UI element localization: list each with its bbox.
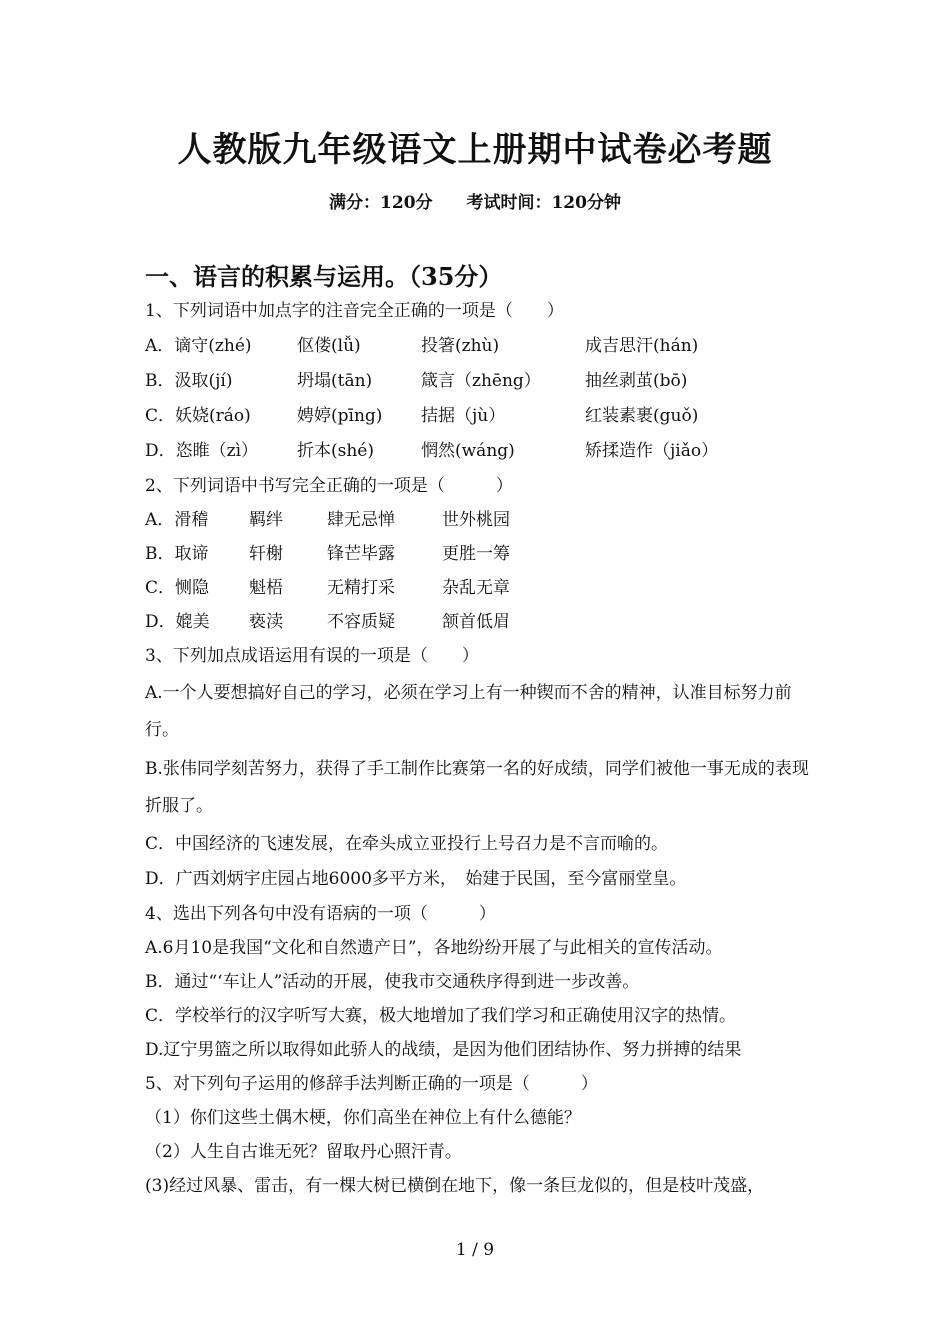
option-item: 魁梧 xyxy=(249,578,283,598)
question-2-option-b xyxy=(145,537,813,571)
option-item: 拮据（jù） xyxy=(421,406,506,426)
question-1-stem: 1、下列词语中加点字的注音完全正确的一项是（ ） xyxy=(145,301,564,321)
question-4-stem: 4、选出下列各句中没有语病的一项（ ） xyxy=(145,904,496,924)
option-item: 无精打采 xyxy=(327,578,395,598)
page-title: 人教版九年级语文上册期中试卷必考题 xyxy=(177,130,773,170)
option-item: C．妖娆(ráo) xyxy=(145,406,251,426)
question-3-option-d: D．广西刘炳宇庄园占地6000多平方米， 始建于民国，至今富丽堂皇。 xyxy=(145,869,687,889)
page-number: 1 / 9 xyxy=(455,1240,495,1260)
option-item: 更胜一筹 xyxy=(442,544,510,564)
question-5-sentence-3: (3)经过风暴、雷击，有一棵大树已横倒在地下，像一条巨龙似的，但是枝叶茂盛， xyxy=(145,1176,765,1196)
question-2-stem: 2、下列词语中书写完全正确的一项是（ ） xyxy=(145,476,513,496)
option-item: 颔首低眉 xyxy=(442,612,510,632)
question-1-option-b xyxy=(145,364,813,399)
option-item: 不容质疑 xyxy=(327,612,395,632)
question-2-option-a xyxy=(145,503,813,537)
section-heading: 一、语言的积累与运用。（35分） xyxy=(145,262,503,291)
option-item: 折本(shé) xyxy=(297,441,374,461)
option-item: 锋芒毕露 xyxy=(327,544,395,564)
question-3-option-a: A.一个人要想搞好自己的学习，必须在学习上有一种锲而不舍的精神，认准目标努力前行。 xyxy=(145,683,792,740)
option-item: 羁绊 xyxy=(249,510,283,530)
question-4-option-b: B．通过“‘车让人”活动的开展，使我市交通秩序得到进一步改善。 xyxy=(145,972,640,992)
question-3-option-c: C．中国经济的飞速发展，在牵头成立亚投行上号召力是不言而喻的。 xyxy=(145,834,669,854)
question-4-option-a: A.6月10是我国“文化和自然遗产日”，各地纷纷开展了与此相关的宣传活动。 xyxy=(145,938,723,958)
option-item: B．取谛 xyxy=(145,544,209,564)
option-item: 肆无忌惮 xyxy=(327,510,395,530)
option-item: A．谪守(zhé) xyxy=(145,336,252,356)
question-3-stem: 3、下列加点成语运用有误的一项是（ ） xyxy=(145,646,479,666)
option-item: 亵渎 xyxy=(249,612,283,632)
option-item: 红装素裹(guǒ) xyxy=(585,406,699,426)
option-item: A．滑稽 xyxy=(145,510,209,530)
option-item: B．汲取(jí) xyxy=(145,371,233,391)
question-4-option-d: D.辽宁男篮之所以取得如此骄人的战绩，是因为他们团结协作、努力拼搏的结果 xyxy=(145,1040,742,1060)
option-item: 轩榭 xyxy=(249,544,283,564)
question-1-option-d xyxy=(145,434,813,469)
option-item: 伛偻(lǚ) xyxy=(297,336,361,356)
option-item: 惘然(wáng) xyxy=(421,441,515,461)
questions xyxy=(145,294,813,1203)
option-item: 成吉思汗(hán) xyxy=(585,336,699,356)
option-item: 箴言（zhēng） xyxy=(421,371,541,391)
option-item: 矫揉造作（jiǎo） xyxy=(585,441,719,461)
exam-time: 考试时间：120分钟 xyxy=(466,193,621,213)
full-score: 满分：120分 xyxy=(329,193,433,213)
option-item: 娉婷(pīng) xyxy=(297,406,383,426)
option-item: C．恻隐 xyxy=(145,578,210,598)
question-5-sentence-1: （1）你们这些土偶木梗，你们高坐在神位上有什么德能？ xyxy=(145,1108,581,1128)
option-item: 坍塌(tān) xyxy=(297,371,373,391)
option-item: 杂乱无章 xyxy=(442,578,510,598)
option-item: D．恣睢（zì） xyxy=(145,441,259,461)
question-4-option-c: C．学校举行的汉字听写大赛，极大地增加了我们学习和正确使用汉字的热情。 xyxy=(145,1006,737,1026)
question-5-stem: 5、对下列句子运用的修辞手法判断正确的一项是（ ） xyxy=(145,1074,598,1094)
question-3-option-b: B.张伟同学刻苦努力，获得了手工制作比赛第一名的好成绩，同学们被他一事无成的表现折服了。 xyxy=(145,759,809,816)
question-5-sentence-2: （2）人生自古谁无死？留取丹心照汗青。 xyxy=(145,1142,462,1162)
exam-meta xyxy=(0,188,950,213)
option-item: 投箸(zhù) xyxy=(421,336,500,356)
question-2-option-c xyxy=(145,571,813,605)
option-item: 抽丝剥茧(bō) xyxy=(585,371,688,391)
question-2-option-d xyxy=(145,605,813,639)
question-1-option-a xyxy=(145,329,813,364)
question-1-option-c xyxy=(145,399,813,434)
option-item: 世外桃园 xyxy=(442,510,510,530)
option-item: D．媲美 xyxy=(145,612,210,632)
